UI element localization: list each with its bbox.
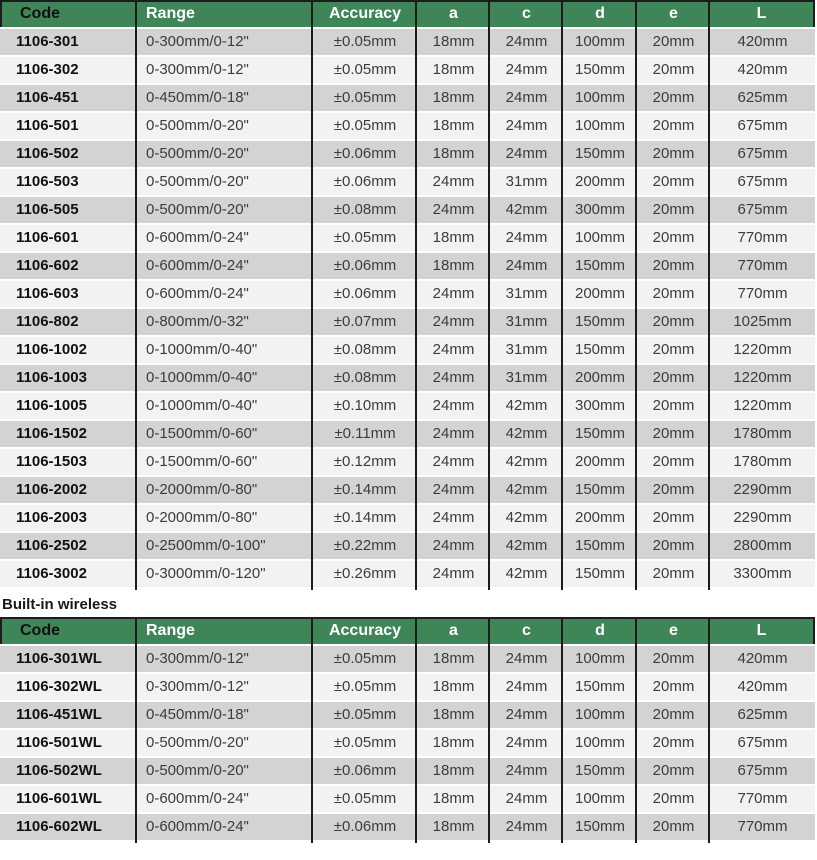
cell-code: 1106-302 xyxy=(16,61,79,78)
cell-a: 18mm xyxy=(432,257,475,274)
cell-code: 1106-802 xyxy=(16,313,79,330)
cell-accuracy: ±0.06mm xyxy=(333,285,397,302)
cell-code: 1106-502WL xyxy=(16,762,102,779)
cell-d: 200mm xyxy=(574,285,626,302)
column-divider xyxy=(561,0,563,590)
cell-range: 0-600mm/0-24" xyxy=(146,818,249,835)
cell-accuracy: ±0.05mm xyxy=(333,734,397,751)
cell-code: 1106-603 xyxy=(16,285,79,302)
column-header-e: e xyxy=(669,5,678,22)
cell-d: 150mm xyxy=(574,145,626,162)
cell-l: 2800mm xyxy=(733,537,792,554)
table-header-row xyxy=(0,0,815,27)
cell-l: 420mm xyxy=(737,61,788,78)
column-divider xyxy=(708,0,710,590)
cell-a: 18mm xyxy=(432,229,475,246)
cell-e: 20mm xyxy=(652,145,695,162)
cell-c: 24mm xyxy=(505,117,548,134)
cell-a: 24mm xyxy=(432,453,475,470)
column-divider xyxy=(708,617,710,843)
table-row xyxy=(0,730,815,756)
table-row xyxy=(0,57,815,83)
cell-c: 42mm xyxy=(505,453,548,470)
cell-range: 0-600mm/0-24" xyxy=(146,285,249,302)
cell-e: 20mm xyxy=(652,257,695,274)
cell-l: 625mm xyxy=(737,89,788,106)
cell-l: 1220mm xyxy=(733,397,792,414)
cell-d: 150mm xyxy=(574,818,626,835)
cell-code: 1106-302WL xyxy=(16,678,102,695)
cell-e: 20mm xyxy=(652,565,695,582)
column-header-accuracy: Accuracy xyxy=(328,5,402,22)
cell-c: 42mm xyxy=(505,201,548,218)
cell-d: 150mm xyxy=(574,565,626,582)
cell-range: 0-1500mm/0-60" xyxy=(146,425,258,442)
cell-e: 20mm xyxy=(652,425,695,442)
cell-code: 1106-2502 xyxy=(16,537,87,554)
cell-c: 24mm xyxy=(505,257,548,274)
table-row xyxy=(0,533,815,559)
cell-l: 770mm xyxy=(737,818,788,835)
cell-d: 300mm xyxy=(574,397,626,414)
cell-e: 20mm xyxy=(652,33,695,50)
cell-a: 18mm xyxy=(432,706,475,723)
table-row xyxy=(0,225,815,251)
cell-a: 18mm xyxy=(432,145,475,162)
cell-c: 24mm xyxy=(505,145,548,162)
cell-e: 20mm xyxy=(652,509,695,526)
cell-e: 20mm xyxy=(652,313,695,330)
cell-range: 0-1000mm/0-40" xyxy=(146,341,258,358)
cell-l: 1025mm xyxy=(733,313,792,330)
cell-c: 24mm xyxy=(505,762,548,779)
cell-code: 1106-601WL xyxy=(16,790,102,807)
cell-c: 42mm xyxy=(505,509,548,526)
table-row xyxy=(0,309,815,335)
cell-l: 770mm xyxy=(737,229,788,246)
cell-l: 1220mm xyxy=(733,341,792,358)
column-divider xyxy=(135,0,137,590)
cell-a: 24mm xyxy=(432,481,475,498)
cell-a: 18mm xyxy=(432,117,475,134)
cell-c: 24mm xyxy=(505,33,548,50)
table-row xyxy=(0,674,815,700)
cell-accuracy: ±0.05mm xyxy=(333,33,397,50)
cell-range: 0-500mm/0-20" xyxy=(146,734,249,751)
cell-c: 42mm xyxy=(505,537,548,554)
cell-d: 100mm xyxy=(574,117,626,134)
cell-l: 675mm xyxy=(737,762,788,779)
cell-code: 1106-503 xyxy=(16,173,79,190)
cell-accuracy: ±0.05mm xyxy=(333,61,397,78)
column-divider xyxy=(415,0,417,590)
cell-c: 42mm xyxy=(505,481,548,498)
cell-e: 20mm xyxy=(652,762,695,779)
cell-a: 24mm xyxy=(432,565,475,582)
cell-e: 20mm xyxy=(652,818,695,835)
table-row xyxy=(0,29,815,55)
cell-e: 20mm xyxy=(652,229,695,246)
cell-code: 1106-501WL xyxy=(16,734,102,751)
table-row xyxy=(0,449,815,475)
cell-c: 42mm xyxy=(505,565,548,582)
table-row xyxy=(0,85,815,111)
column-header-a: a xyxy=(449,622,458,639)
cell-c: 31mm xyxy=(505,173,548,190)
table-row xyxy=(0,365,815,391)
cell-d: 150mm xyxy=(574,425,626,442)
cell-e: 20mm xyxy=(652,790,695,807)
table-row xyxy=(0,197,815,223)
cell-code: 1106-602WL xyxy=(16,818,102,835)
cell-code: 1106-1003 xyxy=(16,369,87,386)
cell-range: 0-600mm/0-24" xyxy=(146,790,249,807)
cell-l: 1780mm xyxy=(733,425,792,442)
column-header-l: L xyxy=(756,622,767,639)
column-divider xyxy=(561,617,563,843)
cell-c: 31mm xyxy=(505,285,548,302)
cell-accuracy: ±0.05mm xyxy=(333,650,397,667)
cell-accuracy: ±0.08mm xyxy=(333,341,397,358)
cell-c: 24mm xyxy=(505,790,548,807)
column-header-c: c xyxy=(522,622,531,639)
cell-a: 24mm xyxy=(432,285,475,302)
column-header-accuracy: Accuracy xyxy=(328,622,402,639)
cell-e: 20mm xyxy=(652,61,695,78)
column-header-l: L xyxy=(756,5,767,22)
cell-d: 200mm xyxy=(574,369,626,386)
cell-accuracy: ±0.14mm xyxy=(333,509,397,526)
cell-l: 675mm xyxy=(737,734,788,751)
table-row xyxy=(0,113,815,139)
cell-accuracy: ±0.08mm xyxy=(333,201,397,218)
cell-l: 420mm xyxy=(737,678,788,695)
cell-accuracy: ±0.05mm xyxy=(333,117,397,134)
column-header-d: d xyxy=(595,5,605,22)
cell-range: 0-600mm/0-24" xyxy=(146,229,249,246)
cell-range: 0-1000mm/0-40" xyxy=(146,369,258,386)
cell-l: 675mm xyxy=(737,201,788,218)
cell-code: 1106-1005 xyxy=(16,397,87,414)
column-header-d: d xyxy=(595,622,605,639)
cell-accuracy: ±0.05mm xyxy=(333,706,397,723)
cell-c: 24mm xyxy=(505,61,548,78)
cell-l: 675mm xyxy=(737,117,788,134)
cell-code: 1106-1503 xyxy=(16,453,87,470)
cell-accuracy: ±0.10mm xyxy=(333,397,397,414)
cell-e: 20mm xyxy=(652,201,695,218)
cell-a: 24mm xyxy=(432,425,475,442)
cell-l: 1780mm xyxy=(733,453,792,470)
column-header-code: Code xyxy=(20,5,60,22)
table-row xyxy=(0,758,815,784)
cell-code: 1106-601 xyxy=(16,229,79,246)
cell-range: 0-2000mm/0-80" xyxy=(146,481,258,498)
cell-l: 625mm xyxy=(737,706,788,723)
cell-code: 1106-451WL xyxy=(16,706,102,723)
table-row xyxy=(0,281,815,307)
cell-code: 1106-2003 xyxy=(16,509,87,526)
cell-d: 100mm xyxy=(574,89,626,106)
column-header-range: Range xyxy=(146,5,195,22)
table-row xyxy=(0,702,815,728)
cell-range: 0-2500mm/0-100" xyxy=(146,537,266,554)
cell-range: 0-500mm/0-20" xyxy=(146,173,249,190)
column-divider xyxy=(488,617,490,843)
cell-a: 18mm xyxy=(432,790,475,807)
cell-accuracy: ±0.14mm xyxy=(333,481,397,498)
cell-l: 770mm xyxy=(737,790,788,807)
cell-d: 150mm xyxy=(574,61,626,78)
cell-d: 100mm xyxy=(574,734,626,751)
cell-a: 18mm xyxy=(432,762,475,779)
cell-a: 18mm xyxy=(432,734,475,751)
cell-a: 24mm xyxy=(432,369,475,386)
cell-l: 675mm xyxy=(737,173,788,190)
cell-a: 24mm xyxy=(432,397,475,414)
cell-range: 0-500mm/0-20" xyxy=(146,145,249,162)
cell-range: 0-300mm/0-12" xyxy=(146,33,249,50)
column-divider xyxy=(635,617,637,843)
cell-code: 1106-2002 xyxy=(16,481,87,498)
column-header-range: Range xyxy=(146,622,195,639)
table-row xyxy=(0,786,815,812)
cell-range: 0-1500mm/0-60" xyxy=(146,453,258,470)
cell-a: 18mm xyxy=(432,61,475,78)
cell-c: 24mm xyxy=(505,818,548,835)
column-divider xyxy=(415,617,417,843)
column-divider xyxy=(635,0,637,590)
cell-d: 100mm xyxy=(574,229,626,246)
cell-d: 150mm xyxy=(574,678,626,695)
cell-l: 420mm xyxy=(737,33,788,50)
cell-d: 150mm xyxy=(574,762,626,779)
cell-a: 24mm xyxy=(432,537,475,554)
cell-a: 18mm xyxy=(432,33,475,50)
cell-d: 150mm xyxy=(574,313,626,330)
cell-range: 0-800mm/0-32" xyxy=(146,313,249,330)
cell-range: 0-450mm/0-18" xyxy=(146,89,249,106)
wireless-spec-table xyxy=(0,617,815,843)
column-header-a: a xyxy=(449,5,458,22)
cell-a: 18mm xyxy=(432,650,475,667)
table-body xyxy=(0,646,815,840)
table-header-row xyxy=(0,617,815,644)
cell-accuracy: ±0.06mm xyxy=(333,173,397,190)
wireless-section-title: Built-in wireless xyxy=(2,596,118,613)
cell-code: 1106-3002 xyxy=(16,565,87,582)
cell-code: 1106-502 xyxy=(16,145,79,162)
cell-e: 20mm xyxy=(652,678,695,695)
cell-e: 20mm xyxy=(652,537,695,554)
table-row xyxy=(0,141,815,167)
cell-code: 1106-501 xyxy=(16,117,79,134)
cell-e: 20mm xyxy=(652,453,695,470)
cell-code: 1106-1002 xyxy=(16,341,87,358)
cell-a: 24mm xyxy=(432,201,475,218)
column-divider xyxy=(488,0,490,590)
cell-range: 0-500mm/0-20" xyxy=(146,762,249,779)
cell-accuracy: ±0.26mm xyxy=(333,565,397,582)
table-body xyxy=(0,29,815,587)
cell-accuracy: ±0.05mm xyxy=(333,89,397,106)
cell-l: 675mm xyxy=(737,145,788,162)
cell-code: 1106-451 xyxy=(16,89,79,106)
cell-range: 0-2000mm/0-80" xyxy=(146,509,258,526)
cell-range: 0-300mm/0-12" xyxy=(146,650,249,667)
table-row xyxy=(0,561,815,587)
cell-code: 1106-1502 xyxy=(16,425,87,442)
column-divider xyxy=(135,617,137,843)
cell-c: 24mm xyxy=(505,650,548,667)
cell-l: 770mm xyxy=(737,257,788,274)
cell-range: 0-600mm/0-24" xyxy=(146,257,249,274)
cell-c: 24mm xyxy=(505,229,548,246)
cell-e: 20mm xyxy=(652,397,695,414)
column-divider xyxy=(311,0,313,590)
cell-range: 0-1000mm/0-40" xyxy=(146,397,258,414)
cell-l: 770mm xyxy=(737,285,788,302)
cell-l: 1220mm xyxy=(733,369,792,386)
cell-accuracy: ±0.22mm xyxy=(333,537,397,554)
cell-code: 1106-602 xyxy=(16,257,79,274)
cell-e: 20mm xyxy=(652,734,695,751)
cell-l: 3300mm xyxy=(733,565,792,582)
table-row xyxy=(0,337,815,363)
cell-accuracy: ±0.05mm xyxy=(333,229,397,246)
cell-d: 150mm xyxy=(574,481,626,498)
column-header-e: e xyxy=(669,622,678,639)
cell-accuracy: ±0.07mm xyxy=(333,313,397,330)
cell-accuracy: ±0.11mm xyxy=(334,425,396,442)
cell-range: 0-500mm/0-20" xyxy=(146,117,249,134)
cell-c: 42mm xyxy=(505,425,548,442)
cell-a: 18mm xyxy=(432,678,475,695)
cell-d: 200mm xyxy=(574,173,626,190)
cell-range: 0-500mm/0-20" xyxy=(146,201,249,218)
cell-c: 31mm xyxy=(505,369,548,386)
cell-a: 18mm xyxy=(432,89,475,106)
cell-e: 20mm xyxy=(652,369,695,386)
table-row xyxy=(0,505,815,531)
column-header-code: Code xyxy=(20,622,60,639)
table-row xyxy=(0,393,815,419)
cell-d: 100mm xyxy=(574,790,626,807)
cell-accuracy: ±0.06mm xyxy=(333,145,397,162)
cell-accuracy: ±0.08mm xyxy=(333,369,397,386)
cell-range: 0-3000mm/0-120" xyxy=(146,565,266,582)
cell-c: 31mm xyxy=(505,341,548,358)
table-row xyxy=(0,253,815,279)
cell-d: 100mm xyxy=(574,33,626,50)
cell-a: 24mm xyxy=(432,313,475,330)
cell-d: 200mm xyxy=(574,453,626,470)
cell-d: 150mm xyxy=(574,341,626,358)
cell-c: 31mm xyxy=(505,313,548,330)
cell-d: 100mm xyxy=(574,706,626,723)
cell-l: 2290mm xyxy=(733,509,792,526)
table-row xyxy=(0,169,815,195)
cell-a: 24mm xyxy=(432,341,475,358)
cell-c: 24mm xyxy=(505,734,548,751)
cell-a: 18mm xyxy=(432,818,475,835)
cell-range: 0-450mm/0-18" xyxy=(146,706,249,723)
cell-e: 20mm xyxy=(652,173,695,190)
table-row xyxy=(0,814,815,840)
cell-accuracy: ±0.12mm xyxy=(333,453,397,470)
cell-a: 24mm xyxy=(432,509,475,526)
cell-code: 1106-301 xyxy=(16,33,79,50)
cell-accuracy: ±0.05mm xyxy=(333,790,397,807)
cell-e: 20mm xyxy=(652,285,695,302)
cell-d: 150mm xyxy=(574,537,626,554)
column-header-c: c xyxy=(522,5,531,22)
column-divider xyxy=(311,617,313,843)
cell-e: 20mm xyxy=(652,706,695,723)
table-row xyxy=(0,421,815,447)
cell-d: 150mm xyxy=(574,257,626,274)
cell-code: 1106-505 xyxy=(16,201,79,218)
cell-accuracy: ±0.06mm xyxy=(333,818,397,835)
cell-l: 420mm xyxy=(737,650,788,667)
cell-e: 20mm xyxy=(652,481,695,498)
cell-l: 2290mm xyxy=(733,481,792,498)
cell-e: 20mm xyxy=(652,341,695,358)
cell-range: 0-300mm/0-12" xyxy=(146,61,249,78)
cell-code: 1106-301WL xyxy=(16,650,102,667)
cell-d: 200mm xyxy=(574,509,626,526)
cell-e: 20mm xyxy=(652,89,695,106)
table-row xyxy=(0,646,815,672)
cell-a: 24mm xyxy=(432,173,475,190)
cell-accuracy: ±0.05mm xyxy=(333,678,397,695)
cell-d: 300mm xyxy=(574,201,626,218)
cell-c: 24mm xyxy=(505,89,548,106)
cell-e: 20mm xyxy=(652,117,695,134)
cell-d: 100mm xyxy=(574,650,626,667)
cell-c: 24mm xyxy=(505,706,548,723)
table-row xyxy=(0,477,815,503)
cell-c: 24mm xyxy=(505,678,548,695)
cell-accuracy: ±0.06mm xyxy=(333,257,397,274)
cell-e: 20mm xyxy=(652,650,695,667)
cell-range: 0-300mm/0-12" xyxy=(146,678,249,695)
cell-c: 42mm xyxy=(505,397,548,414)
cell-accuracy: ±0.06mm xyxy=(333,762,397,779)
